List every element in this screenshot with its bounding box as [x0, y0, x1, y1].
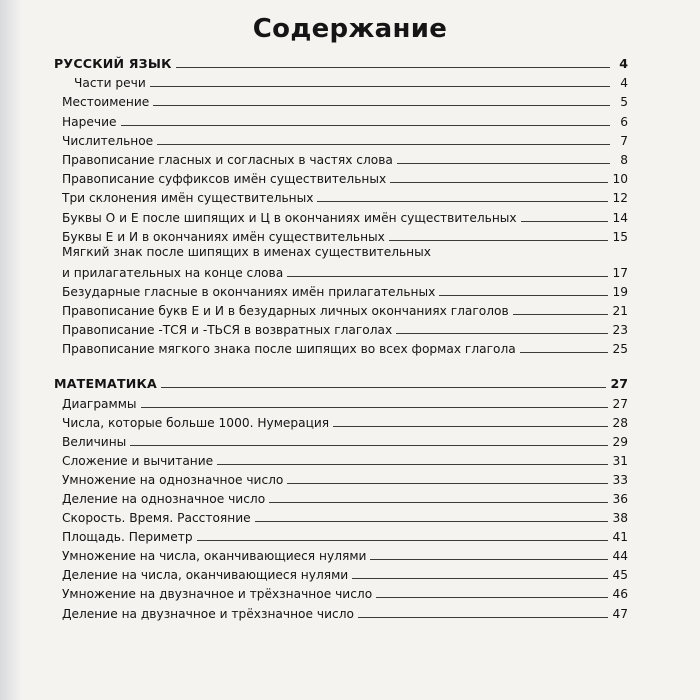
toc-entry[interactable]	[62, 601, 628, 620]
dot-leader	[197, 540, 609, 541]
toc-entry-label: Числа, которые больше 1000. Нумерация	[62, 415, 330, 430]
dot-leader	[141, 407, 609, 408]
section-heading-math[interactable]	[54, 372, 628, 391]
dot-leader	[520, 352, 609, 353]
dot-leader	[352, 578, 608, 579]
section-heading-label: РУССКИЙ ЯЗЫК	[54, 56, 172, 71]
toc-entry-label: Правописание гласных и согласных в частях слова	[62, 152, 393, 167]
toc-entry[interactable]	[62, 148, 628, 167]
toc-entry-label-line1: Мягкий знак после шипящих в именах существительных	[62, 244, 431, 259]
toc-entry-label: Части речи	[74, 76, 146, 91]
toc-entry-label: Величины	[62, 434, 127, 449]
toc-entry-label: Скорость. Время. Расстояние	[62, 511, 251, 526]
page-number: 41	[612, 530, 628, 545]
page-number: 4	[619, 56, 628, 71]
toc-entry[interactable]	[62, 129, 628, 148]
dot-leader	[150, 86, 610, 87]
toc-entry[interactable]	[62, 391, 628, 410]
toc-entry-label: Деление на числа, оканчивающиеся нулями	[62, 568, 349, 583]
toc-entry[interactable]	[62, 109, 628, 128]
page-number: 23	[612, 323, 628, 338]
dot-leader	[255, 521, 609, 522]
toc-entry-label: Правописание мягкого знака после шипящих во всех формах глагола	[62, 342, 516, 357]
toc-entry-label: Сложение и вычитание	[62, 453, 214, 468]
dot-leader	[130, 445, 608, 446]
page-number: 47	[612, 606, 628, 621]
toc-entry-label: Местоимение	[62, 95, 150, 110]
toc-entry-label: Диаграммы	[62, 396, 137, 411]
page-number: 21	[612, 304, 628, 319]
page-number: 46	[612, 587, 628, 602]
toc-entry-label-line2: и прилагательных на конце слова	[62, 265, 284, 280]
toc-entry[interactable]	[62, 225, 628, 244]
page-number: 15	[612, 229, 628, 244]
toc-entry[interactable]	[62, 90, 628, 109]
toc-entry[interactable]	[62, 506, 628, 525]
dot-leader	[333, 426, 608, 427]
toc-entry-label: Умножение на числа, оканчивающиеся нулями	[62, 549, 367, 564]
toc-entry-label: Буквы Е и И в окончаниях имён существительных	[62, 229, 385, 244]
toc-entry[interactable]	[62, 167, 628, 186]
toc-entry[interactable]	[62, 449, 628, 468]
dot-leader	[439, 295, 608, 296]
toc-entry-label: Наречие	[62, 114, 117, 129]
dot-leader	[521, 221, 609, 222]
toc-entry[interactable]	[62, 318, 628, 337]
toc-entry-label: Умножение на двузначное и трёхзначное число	[62, 587, 373, 602]
dot-leader	[176, 67, 610, 68]
dot-leader	[513, 314, 609, 315]
section-heading-label: МАТЕМАТИКА	[54, 376, 157, 392]
toc-entry[interactable]	[62, 487, 628, 506]
toc-entry[interactable]	[62, 244, 628, 280]
page-number: 7	[620, 133, 628, 148]
toc-entry[interactable]	[62, 544, 628, 563]
toc-entry-label: Числительное	[62, 133, 154, 148]
page-number: 36	[612, 492, 628, 506]
table-of-contents	[54, 52, 628, 621]
toc-entry-label: Деление на однозначное число	[62, 492, 266, 506]
dot-leader	[358, 617, 609, 618]
page-number: 5	[620, 95, 628, 110]
page-number: 29	[612, 434, 628, 449]
toc-entry[interactable]	[62, 468, 628, 487]
toc-entry-label: Три склонения имён существительных	[62, 191, 314, 206]
dot-leader	[269, 502, 608, 503]
toc-entry[interactable]	[62, 299, 628, 318]
toc-entry-label: Буквы О и Е после шипящих и Ц в окончаниях имён существительных	[62, 210, 517, 225]
section-gap	[62, 356, 628, 372]
dot-leader	[287, 276, 608, 277]
dot-leader	[370, 559, 608, 560]
toc-entry[interactable]	[62, 186, 628, 205]
page-number: 44	[612, 549, 628, 564]
toc-entry[interactable]	[62, 205, 628, 224]
dot-leader	[157, 144, 610, 145]
page-number: 17	[612, 265, 628, 280]
toc-entry[interactable]	[62, 280, 628, 299]
page-edge-shadow	[0, 0, 22, 700]
page-number: 38	[612, 511, 628, 526]
dot-leader	[317, 201, 608, 202]
page-number: 8	[620, 152, 628, 167]
page-number: 33	[612, 472, 628, 487]
dot-leader	[397, 163, 610, 164]
dot-leader	[390, 182, 608, 183]
dot-leader	[153, 105, 610, 106]
toc-entry[interactable]	[62, 411, 628, 430]
section-heading-russian[interactable]	[54, 52, 628, 71]
toc-entry-label: Правописание суффиксов имён существительных	[62, 172, 387, 187]
dot-leader	[161, 387, 607, 388]
toc-entry-label: Площадь. Периметр	[62, 530, 193, 545]
dot-leader	[389, 240, 609, 241]
toc-entry[interactable]	[62, 525, 628, 544]
toc-entry[interactable]	[62, 582, 628, 601]
dot-leader	[287, 483, 608, 484]
page-number: 27	[610, 376, 628, 392]
page-number: 6	[620, 114, 628, 129]
toc-entry[interactable]	[62, 430, 628, 449]
toc-entry[interactable]	[62, 563, 628, 582]
page-number: 4	[620, 76, 628, 91]
page-title: Содержание	[252, 14, 448, 44]
toc-entry-label: Умножение на однозначное число	[62, 472, 284, 487]
page-number: 45	[612, 568, 628, 583]
page-number: 31	[612, 453, 628, 468]
toc-entry-label: Безударные гласные в окончаниях имён прилагательных	[62, 284, 436, 299]
page-number: 28	[612, 415, 628, 430]
toc-entry-label: Правописание -ТСЯ и -ТЬСЯ в возвратных глаголах	[62, 323, 393, 338]
page-number: 10	[612, 172, 628, 187]
dot-leader	[217, 464, 608, 465]
dot-leader	[376, 597, 608, 598]
toc-entry[interactable]	[62, 337, 628, 356]
dot-leader	[396, 333, 608, 334]
page-number: 14	[612, 210, 628, 225]
toc-entry-label: Правописание букв Е и И в безударных личных окончаниях глаголов	[62, 304, 509, 319]
toc-entry[interactable]	[62, 71, 628, 90]
dot-leader	[121, 125, 611, 126]
page-number: 19	[612, 284, 628, 299]
page-number: 27	[612, 396, 628, 411]
page-number: 12	[612, 191, 628, 206]
page-number: 25	[612, 342, 628, 357]
toc-entry-label: Деление на двузначное и трёхзначное число	[62, 606, 354, 621]
